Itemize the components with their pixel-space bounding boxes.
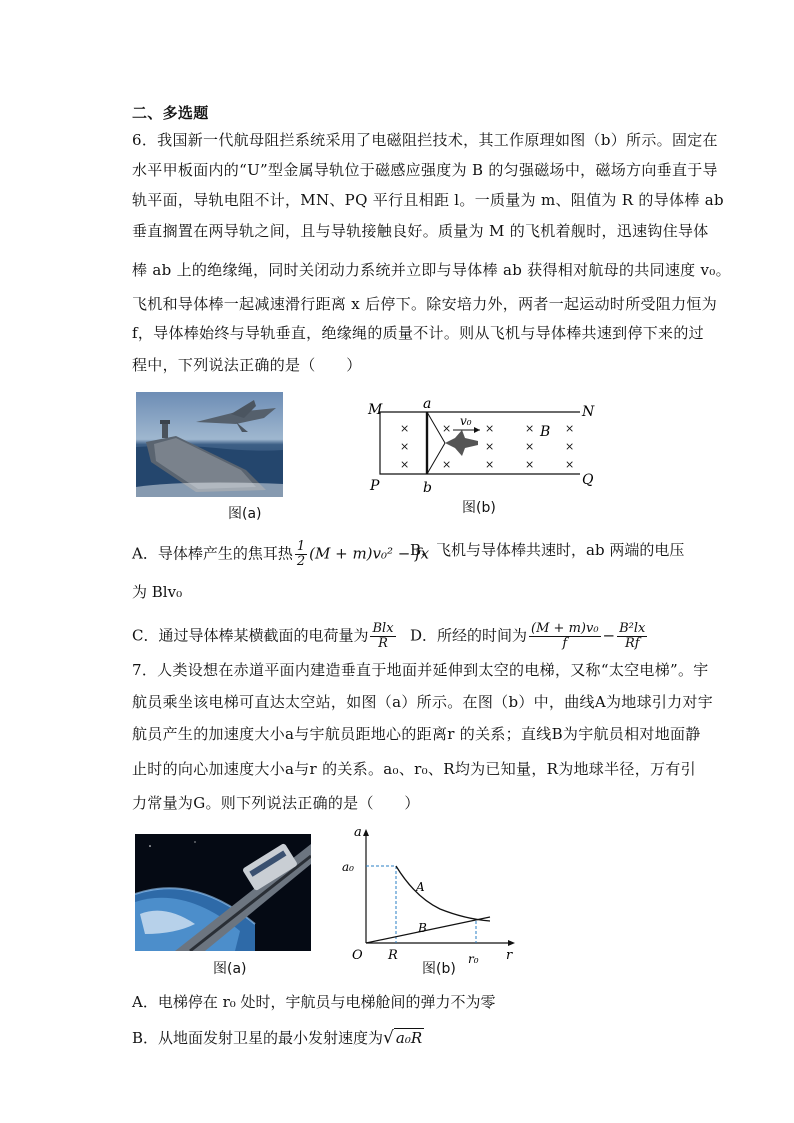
a0-label: a₀ — [342, 860, 354, 874]
q6-line-4: 垂直搁置在两导轨之间，且与导轨接触良好。质量为 M 的飞机着舰时，迅速钩住导体 — [132, 222, 709, 240]
r0-label: r₀ — [468, 952, 479, 966]
q7-fig-a-caption: 图(a) — [213, 961, 247, 977]
field-cross: × — [525, 422, 535, 435]
field-cross: × — [565, 458, 575, 471]
option-a-formula: (M + m)v₀² − fx — [309, 544, 430, 563]
label-Q: Q — [582, 472, 594, 488]
axis-r-label: r — [506, 948, 513, 963]
q6-fig-b-caption: 图(b) — [462, 500, 496, 516]
label-v0: v₀ — [460, 414, 472, 428]
R-label: R — [388, 948, 398, 963]
option-d-text: D．所经的时间为 — [410, 626, 528, 645]
q7-line-5: 力常量为G。则下列说法正确的是（ ） — [132, 794, 420, 812]
field-cross: × — [442, 422, 452, 435]
sqrt-icon: √ — [383, 1028, 394, 1048]
q6-line-7: f，导体棒始终与导轨垂直，绝缘绳的质量不计。则从飞机与导体棒共速到停下来的过 — [132, 324, 704, 342]
q7-line-2: 航员乘坐该电梯可直达太空站，如图（a）所示。在图（b）中，曲线A为地球引力对宇 — [132, 693, 714, 711]
label-M: M — [368, 402, 383, 418]
q6-option-b[interactable]: B．飞机与导体棒共速时，ab 两端的电压 — [410, 541, 685, 559]
q6-option-c[interactable] — [132, 622, 398, 651]
line-B-label: B — [418, 921, 427, 935]
rail-circuit-diagram — [360, 392, 600, 497]
field-cross: × — [485, 422, 495, 435]
q6-option-b-continued: 为 Blv₀ — [132, 583, 183, 601]
carrier-jet-photo — [136, 392, 283, 497]
fraction-blx-r: $\frac{\text{Blx}}{R}$ — [372, 621, 394, 651]
label-a: a — [423, 396, 432, 412]
field-cross: × — [400, 458, 410, 471]
q6-line-1: 6．我国新一代航母阻拦系统采用了电磁阻拦技术，其工作原理如图（b）所示。固定在 — [132, 131, 718, 149]
fraction-time-1: $\frac{\text{(M + m)v₀}}{f}$ — [531, 621, 599, 651]
label-N: N — [582, 404, 595, 420]
origin-label: O — [352, 948, 363, 963]
option-c-text: C．通过导体棒某横截面的电荷量为 — [132, 626, 369, 645]
option-a-text: A．导体棒产生的焦耳热 — [132, 544, 293, 563]
sqrt-content: a₀R — [395, 1029, 423, 1047]
acceleration-distance-graph — [340, 825, 520, 973]
q7-option-b[interactable] — [132, 1028, 424, 1048]
field-cross: × — [400, 440, 410, 453]
space-elevator-photo — [135, 834, 311, 951]
axis-a-label: a — [354, 825, 362, 840]
label-B-field: B — [540, 424, 551, 440]
field-cross: × — [485, 440, 495, 453]
fraction-half: $\frac{1}{2}$ — [296, 539, 306, 569]
q6-line-5: 棒 ab 上的绝缘绳，同时关闭动力系统并立即与导体棒 ab 获得相对航母的共同速度 v₀。 — [132, 261, 731, 279]
curve-A-label: A — [416, 880, 425, 894]
field-cross: × — [565, 440, 575, 453]
label-P: P — [370, 478, 380, 494]
section-title: 二、多选题 — [132, 104, 209, 122]
q7-line-3: 航员产生的加速度大小a与宇航员距地心的距离r 的关系；直线B为宇航员相对地面静 — [132, 725, 701, 743]
option-b-text: B．从地面发射卫星的最小发射速度为 — [132, 1029, 384, 1047]
fraction-time-2: $\frac{\text{B²lx}}{Rf}$ — [619, 621, 646, 651]
field-cross: × — [525, 458, 535, 471]
field-cross: × — [442, 458, 452, 471]
q6-fig-a-caption: 图(a) — [228, 506, 262, 522]
field-cross: × — [400, 422, 410, 435]
q6-option-a[interactable] — [132, 540, 429, 569]
q7-option-a[interactable]: A．电梯停在 r₀ 处时，宇航员与电梯舱间的弹力不为零 — [132, 993, 496, 1011]
field-cross: × — [525, 440, 535, 453]
q7-line-1: 7．人类设想在赤道平面内建造垂直于地面并延伸到太空的电梯，又称“太空电梯”。宇 — [132, 661, 709, 679]
minus-sign: − — [602, 626, 616, 645]
q6-line-2: 水平甲板面内的“U”型金属导轨位于磁感应强度为 B 的匀强磁场中，磁场方向垂直于导 — [132, 161, 718, 179]
q7-line-4: 止时的向心加速度大小a与r 的关系。a₀、r₀、R均为已知量，R为地球半径，万有引 — [132, 760, 696, 778]
q6-line-8: 程中，下列说法正确的是（ ） — [132, 356, 362, 374]
q6-option-d[interactable] — [410, 622, 649, 651]
field-cross: × — [485, 458, 495, 471]
label-b: b — [423, 480, 432, 496]
q6-line-6: 飞机和导体棒一起减速滑行距离 x 后停下。除安培力外，两者一起运动时所受阻力恒为 — [132, 295, 717, 313]
field-cross: × — [565, 422, 575, 435]
q6-line-3: 轨平面，导轨电阻不计，MN、PQ 平行且相距 l。一质量为 m、阻值为 R 的导体棒 ab — [132, 191, 724, 209]
q7-fig-b-caption: 图(b) — [422, 961, 456, 977]
